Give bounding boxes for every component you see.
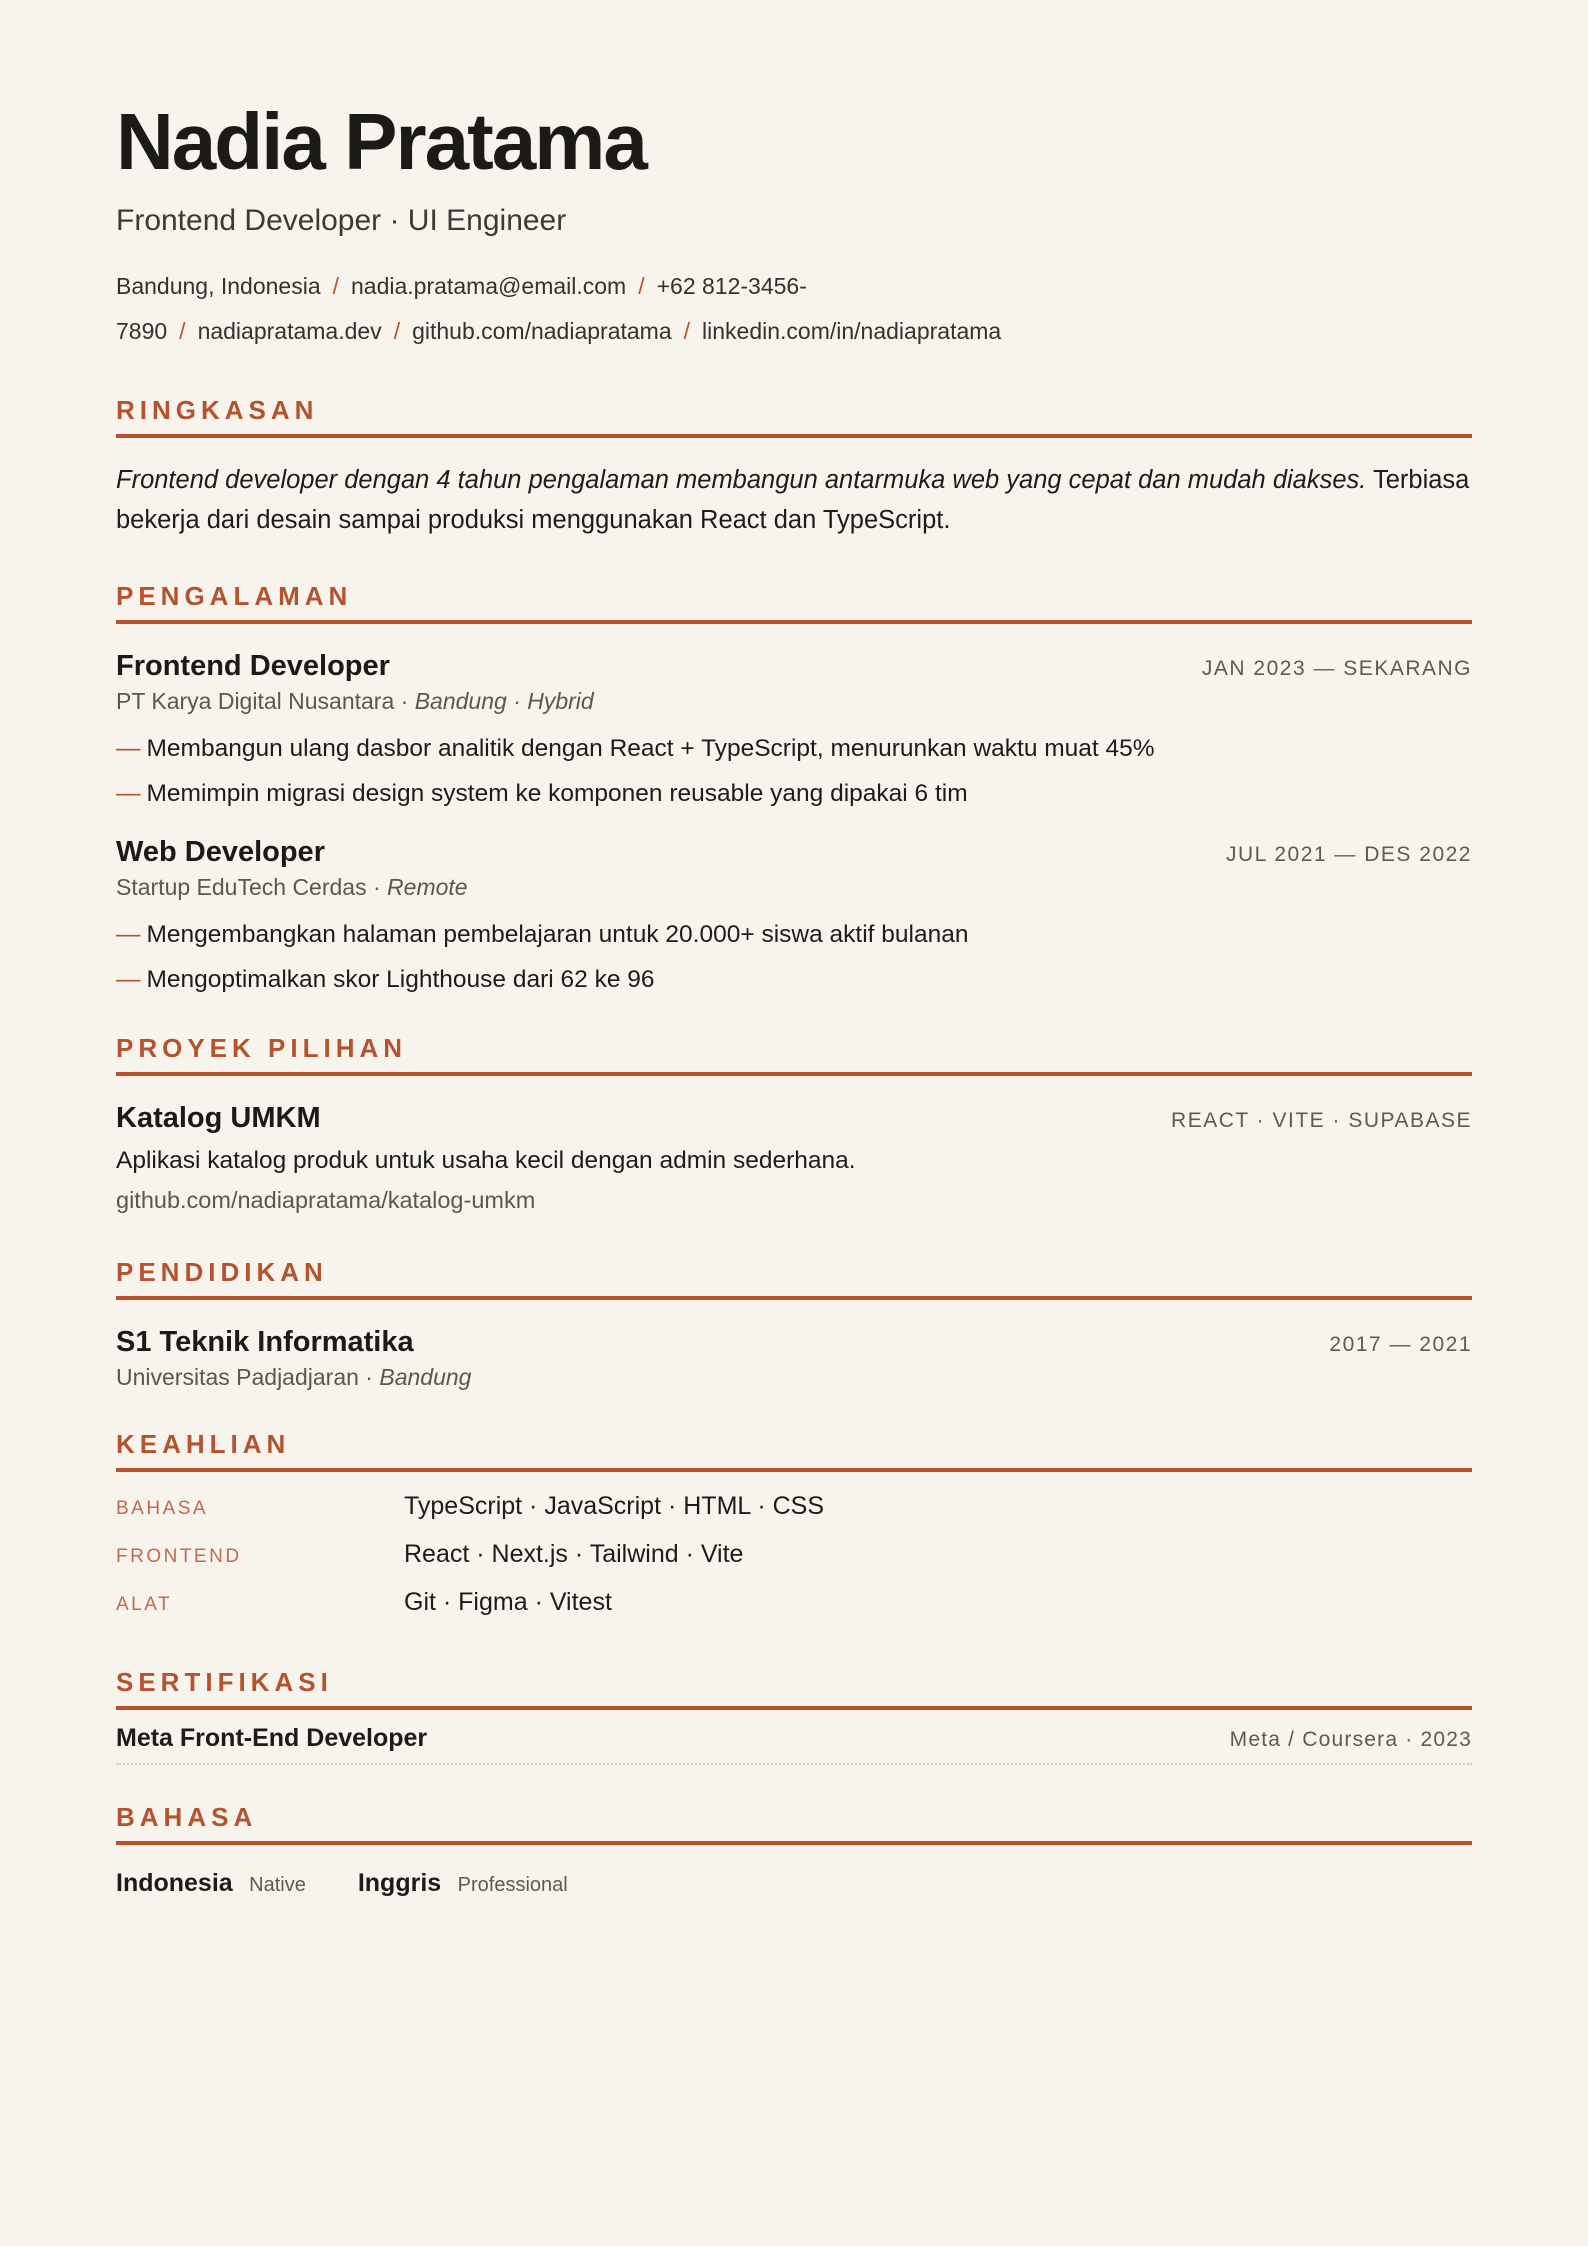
- language-name: Inggris: [357, 1869, 442, 1897]
- project-entry: [116, 1100, 1472, 1220]
- language-level: Professional: [457, 1874, 568, 1896]
- project-entry-head: [116, 1100, 1472, 1136]
- experience-entry-head: [116, 834, 1472, 870]
- experience-entry: [116, 834, 1472, 1002]
- skill-label: FRONTEND: [116, 1546, 242, 1567]
- education-date: 2017 — 2021: [1329, 1333, 1472, 1356]
- candidate-name: Nadia Pratama: [116, 97, 646, 186]
- candidate-headline: Frontend Developer · UI Engineer: [116, 204, 567, 237]
- skills-section: [116, 1428, 1472, 1636]
- experience-section: [116, 580, 1472, 1002]
- skill-row: [116, 1540, 1472, 1588]
- contact-linkedin[interactable]: linkedin.com/in/nadiapratama: [702, 318, 1002, 344]
- job-date: JUL 2021 — DES 2022: [1225, 843, 1472, 866]
- contact-website[interactable]: nadiapratama.dev: [197, 318, 382, 344]
- job-company: PT Karya Digital Nusantara: [116, 688, 395, 714]
- education-entry-head: [116, 1324, 1472, 1360]
- education-school: Universitas Padjadjaran: [116, 1364, 359, 1390]
- summary-italic: Frontend developer dengan 4 tahun pengalaman membangun antarmuka web yang cepat dan mudah diakses.: [116, 466, 1367, 494]
- section-title-summary: RINGKASAN: [116, 394, 1472, 438]
- project-stack: REACT · VITE · SUPABASE: [1171, 1109, 1472, 1132]
- job-date: JAN 2023 — SEKARANG: [1201, 657, 1472, 680]
- contact-separator: /: [393, 318, 401, 344]
- skill-label: BAHASA: [116, 1498, 209, 1519]
- contact-separator: /: [179, 318, 186, 344]
- bullet-dash: —: [116, 735, 141, 762]
- section-title-certifications: SERTIFIKASI: [116, 1666, 1472, 1710]
- list-item: [116, 771, 1472, 816]
- section-title-experience: PENGALAMAN: [116, 580, 1472, 624]
- languages-section: [116, 1801, 1472, 1898]
- education-location: Bandung: [379, 1364, 472, 1390]
- contact-github[interactable]: github.com/nadiapratama: [412, 318, 672, 344]
- bullet-dash: —: [116, 780, 141, 807]
- project-link[interactable]: github.com/nadiapratama/katalog-umkm: [116, 1187, 536, 1213]
- summary-text: [116, 460, 1472, 540]
- contact-phone[interactable]: +62 812-3456-7890: [116, 273, 807, 344]
- job-role: Frontend Developer: [116, 650, 390, 682]
- contact-separator: /: [683, 318, 691, 344]
- experience-entry-head: [116, 648, 1472, 684]
- skill-label: ALAT: [116, 1594, 173, 1615]
- job-company-line: Startup EduTech Cerdas · Remote: [116, 874, 468, 900]
- job-company: Startup EduTech Cerdas: [116, 874, 367, 900]
- project-name: Katalog UMKM: [116, 1102, 321, 1134]
- contact-separator: /: [638, 273, 645, 299]
- bullet-text: Mengoptimalkan skor Lighthouse dari 62 ke 96: [146, 966, 655, 993]
- education-entry: [116, 1324, 1472, 1392]
- education-school-line: Universitas Padjadjaran · Bandung: [116, 1364, 472, 1390]
- skill-value: React · Next.js · Tailwind · Vite: [404, 1540, 744, 1568]
- bullet-text: Memimpin migrasi design system ke komponen reusable yang dipakai 6 tim: [146, 780, 968, 807]
- languages-list: [116, 1869, 1472, 1898]
- section-title-languages: BAHASA: [116, 1801, 1472, 1845]
- education-section: [116, 1256, 1472, 1392]
- list-item: [116, 912, 1472, 957]
- job-bullets: [116, 912, 1472, 1002]
- skill-row: [116, 1588, 1472, 1636]
- list-item: [116, 726, 1472, 771]
- certification-row: [116, 1724, 1472, 1765]
- list-item: [116, 957, 1472, 1002]
- experience-entry: [116, 648, 1472, 816]
- skill-row: [116, 1492, 1472, 1540]
- job-role: Web Developer: [116, 836, 325, 868]
- language-item: [358, 1869, 568, 1898]
- summary-body: Terbiasa bekerja dari desain sampai produksi menggunakan React dan TypeScript.: [116, 466, 1470, 534]
- skill-value: Git · Figma · Vitest: [404, 1588, 612, 1616]
- education-degree: S1 Teknik Informatika: [116, 1326, 414, 1358]
- contact-separator: /: [332, 273, 340, 299]
- skill-value: TypeScript · JavaScript · HTML · CSS: [404, 1492, 824, 1520]
- certification-name: Meta Front-End Developer: [116, 1724, 428, 1752]
- bullet-text: Membangun ulang dasbor analitik dengan React + TypeScript, menurunkan waktu muat 45%: [146, 735, 1155, 762]
- section-title-education: PENDIDIKAN: [116, 1256, 1472, 1300]
- summary-section: [116, 394, 1472, 540]
- language-item: [116, 1869, 306, 1898]
- contact-location: Bandung, Indonesia: [116, 273, 321, 299]
- certifications-section: [116, 1666, 1472, 1765]
- job-bullets: [116, 726, 1472, 816]
- job-company-line: PT Karya Digital Nusantara · Bandung · Hybrid: [116, 688, 594, 714]
- section-title-skills: KEAHLIAN: [116, 1428, 1472, 1472]
- contact-email[interactable]: nadia.pratama@email.com: [351, 273, 627, 299]
- project-description: Aplikasi katalog produk untuk usaha kecil dengan admin sederhana.: [116, 1147, 856, 1174]
- skills-list: [116, 1492, 1472, 1636]
- job-detail: Bandung · Hybrid: [414, 688, 594, 714]
- job-detail: Remote: [387, 874, 468, 900]
- bullet-dash: —: [116, 966, 141, 993]
- bullet-dash: —: [116, 921, 141, 948]
- language-level: Native: [249, 1874, 306, 1896]
- section-title-projects: PROYEK PILIHAN: [116, 1032, 1472, 1076]
- language-name: Indonesia: [116, 1869, 233, 1897]
- projects-section: [116, 1032, 1472, 1220]
- bullet-text: Mengembangkan halaman pembelajaran untuk 20.000+ siswa aktif bulanan: [146, 921, 969, 948]
- resume-header: [116, 96, 1472, 354]
- certification-meta: Meta / Coursera · 2023: [1229, 1728, 1472, 1751]
- contact-line: [116, 264, 1116, 354]
